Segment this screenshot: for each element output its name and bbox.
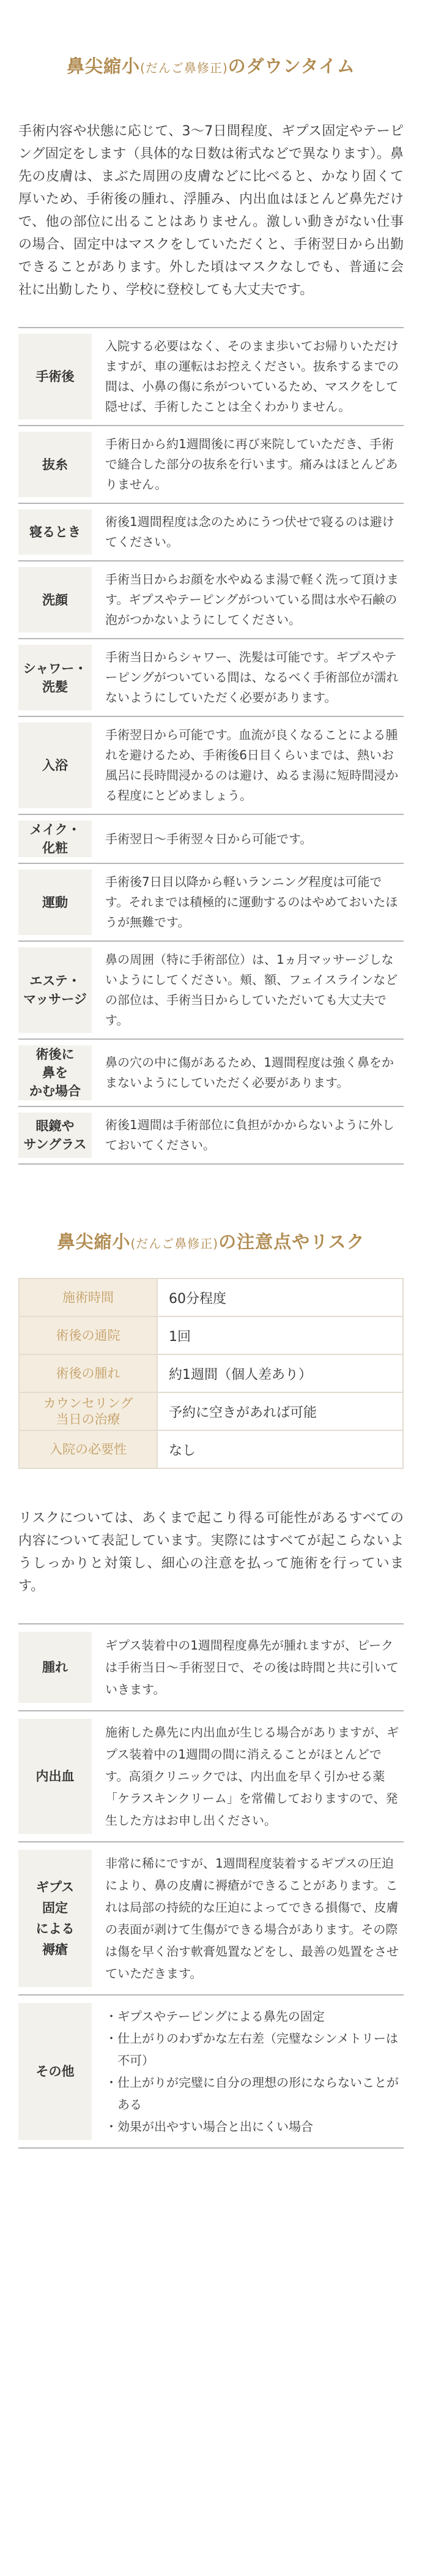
table-row	[18, 1107, 404, 1165]
row-label: 抜糸	[18, 432, 92, 497]
info-row	[20, 1393, 402, 1431]
risk-description	[92, 2003, 404, 2140]
info-value: 1回	[169, 1329, 191, 1345]
info-row	[20, 1317, 402, 1355]
row-description: 手術翌日から可能です。血流が良くなることによる腫れを避けるため、手術後6日目くらいまでは、熱いお風呂に長時間浸かるのは避け、ぬるま湯に短時間浸かる程度にとどめましょう。	[105, 727, 399, 803]
risks-title-sub: (だんご鼻修正)	[130, 1236, 219, 1251]
risks-title-main: 鼻尖縮小	[57, 1231, 131, 1252]
other-risk-list	[105, 2005, 401, 2138]
row-label: 洗顔	[18, 567, 92, 633]
row-description: 手術日から約1週間後に再び来院していただき、手術で縫合した部分の抜糸を行います。痛みはほとんどありません。	[105, 437, 398, 492]
info-label: カウンセリング 当日の治療	[20, 1393, 158, 1430]
row-label: 内出血	[18, 1719, 92, 1834]
info-row	[20, 1355, 402, 1393]
row-description: 施術した鼻先に内出血が生じる場合がありますが、ギプス装着中の1週間の間に消えることがほとんどです。高須クリニックでは、内出血を早く引かせる薬「ケラスキンクリーム」を常備しておりますので、発生した方はお申し出ください。	[105, 1725, 399, 1828]
downtime-intro: 手術内容や状態に応じて、3～7日間程度、ギプス固定やテーピング固定をします（具体的な日数は術式などで異なります）。鼻先の皮膚は、まぶた周囲の皮膚などに比べると、かなり固くて厚いため、手術後の腫れ、浮腫み、内出血はほとんど鼻先だけで、他の部位に出ることはありません。激しい動きがない仕事の場合、固定中はマスクをしていただくと、手術翌日から出勤できることがあります。外した頃はマスクなしでも、普通に会社に出勤したり、学校に登校しても大丈夫です。	[18, 124, 404, 298]
table-row	[18, 864, 404, 942]
row-label: メイク・ 化粧	[18, 820, 92, 857]
risk-label-other: その他	[18, 2003, 92, 2140]
row-label: シャワー・ 洗髪	[18, 645, 92, 710]
list-item: ・ 仕上がりが完璧に自分の理想の形にならないことがある	[105, 2071, 401, 2116]
row-description: 入院する必要はなく、そのまま歩いてお帰りいただけますが、車の運転はお控えください。抜糸するまでの間は、小鼻の傷に糸がついているため、マスクをして隠せば、手術したことは全くわかりません。	[105, 339, 399, 414]
row-description: 鼻の穴の中に傷があるため、1週間程度は強く鼻をかまないようにしていただく必要があります。	[105, 1055, 394, 1090]
risks-title-suffix: の注意点やリスク	[218, 1231, 365, 1252]
row-description: 鼻の周囲（特に手術部位）は、1ヵ月マッサージしないようにしてください。頬、額、フェイスラインなどの部位は、手術当日からしていただいても大丈夫です。	[105, 952, 398, 1027]
table-row	[18, 815, 404, 864]
row-description: 手術翌日～手術翌々日から可能です。	[105, 831, 313, 846]
downtime-title-main: 鼻尖縮小	[67, 56, 141, 77]
row-description: ギプス装着中の1週間程度鼻先が腫れますが、ピークは手術当日～手術翌日で、その後は時間と共に引いていきます。	[105, 1638, 399, 1697]
downtime-table	[18, 327, 404, 1165]
table-row	[18, 1996, 404, 2149]
row-label: ギプス 固定 による 褥瘡	[18, 1850, 92, 1987]
list-item: ・ 効果が出やすい場合と出にくい場合	[105, 2116, 401, 2138]
row-description: 手術後7日目以降から軽いランニング程度は可能です。それまでは積極的に運動するのはやめておいたほうが無難です。	[105, 874, 398, 929]
info-label: 術後の腫れ	[20, 1355, 158, 1392]
info-value: 60分程度	[169, 1291, 226, 1307]
row-label: 眼鏡や サングラス	[18, 1113, 92, 1158]
table-row	[18, 504, 404, 561]
row-label: 入浴	[18, 723, 92, 808]
row-label: 手術後	[18, 334, 92, 419]
row-description: 手術当日からお顔を水やぬるま湯で軽く洗って頂けます。ギプスやテーピングがついている間は水や石鹸の泡がつかないようにしてください。	[105, 572, 399, 627]
table-row	[18, 717, 404, 815]
table-row	[18, 328, 404, 426]
info-value: 予約に空きがあれば可能	[169, 1405, 317, 1421]
table-row	[18, 1711, 404, 1842]
risks-section-title	[18, 1228, 404, 1253]
table-row	[18, 1040, 404, 1107]
downtime-title-suffix: のダウンタイム	[228, 56, 355, 77]
row-label: 運動	[18, 869, 92, 935]
table-row	[18, 426, 404, 504]
downtime-section-title	[18, 0, 404, 78]
info-label: 施術時間	[20, 1279, 158, 1316]
info-label: 入院の必要性	[20, 1431, 158, 1468]
table-row	[18, 561, 404, 639]
row-label: 寝るとき	[18, 509, 92, 555]
row-description: 非常に稀にですが、1週間程度装着するギプスの圧迫により、鼻の皮膚に褥瘡ができることがあります。これは局部の持続的な圧迫によってできる損傷で、皮膚の表面が剥けて生傷ができる場合があります。その際は傷を早く治す軟膏処置などをし、最善の処置をさせていただきます。	[105, 1856, 399, 1981]
row-label: 術後に 鼻を かむ場合	[18, 1045, 92, 1100]
table-row	[18, 639, 404, 717]
risks-intro: リスクについては、あくまで起こり得る可能性があるすべての内容について表記しています。実際にはすべてが起こらないようしっかりと対策し、細心の注意を払って施術を行っています。	[18, 1511, 404, 1594]
row-description: 手術当日からシャワー、洗髪は可能です。ギプスやテーピングがついている間は、なるべく手術部位が濡れないようにしていただく必要があります。	[105, 650, 399, 705]
info-label: 術後の通院	[20, 1317, 158, 1354]
list-item: ・ ギプスやテーピングによる鼻先の固定	[105, 2005, 401, 2027]
info-row	[20, 1279, 402, 1317]
info-value: 約1週間（個人差あり）	[169, 1367, 312, 1383]
treatment-info-table	[18, 1278, 404, 1469]
row-description: 術後1週間は手術部位に負担がかからないように外しておいてください。	[105, 1117, 394, 1152]
info-row	[20, 1431, 402, 1468]
list-item: ・ 仕上がりのわずかな左右差（完璧なシンメトリーは不可）	[105, 2027, 401, 2071]
risks-table	[18, 1623, 404, 2149]
downtime-title-sub: (だんご鼻修正)	[140, 61, 228, 75]
table-row	[18, 942, 404, 1040]
row-label: 腫れ	[18, 1632, 92, 1703]
table-row	[18, 1624, 404, 1711]
row-description: 術後1週間程度は念のためにうつ伏せで寝るのは避けてください。	[105, 514, 394, 549]
info-value: なし	[169, 1443, 196, 1459]
table-row	[18, 1842, 404, 1996]
row-label: エステ・ マッサージ	[18, 947, 92, 1033]
